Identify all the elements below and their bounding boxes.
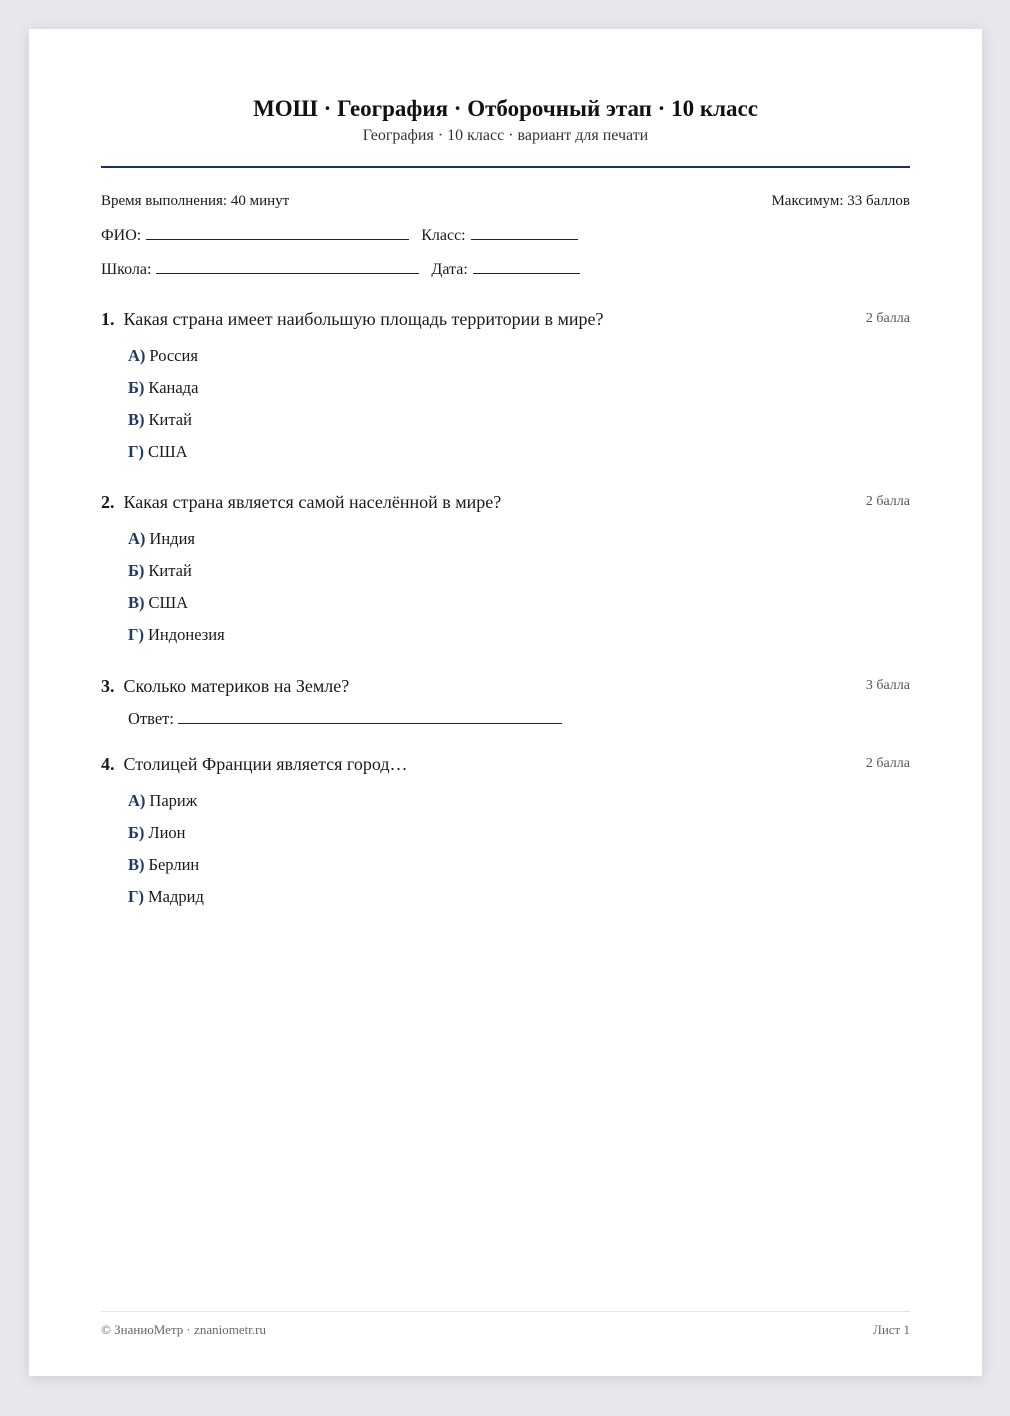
option-a[interactable] (128, 340, 910, 372)
option-text: Берлин (148, 855, 200, 874)
question-header (101, 676, 910, 697)
option-g[interactable] (128, 881, 910, 913)
option-a[interactable] (128, 523, 910, 555)
question-number: 4. (101, 754, 115, 774)
duration-text: Время выполнения: 40 минут (101, 193, 290, 209)
page-subtitle: География · 10 класс · вариант для печати (362, 127, 649, 144)
class-input-line[interactable] (471, 225, 578, 240)
school-input-line[interactable] (156, 259, 419, 274)
option-letter: Г) (128, 442, 144, 461)
option-letter: В) (128, 410, 145, 429)
option-letter: А) (128, 529, 146, 548)
option-text: США (148, 593, 189, 612)
question-prompt (101, 676, 349, 697)
question-points: 2 балла (865, 756, 910, 771)
meta-row (101, 193, 910, 210)
option-letter: Б) (128, 561, 145, 580)
question-3 (101, 676, 910, 729)
question-number: 3. (101, 676, 115, 696)
option-letter: В) (128, 855, 145, 874)
option-b[interactable] (128, 817, 910, 849)
option-text: США (148, 442, 188, 461)
option-letter: В) (128, 593, 145, 612)
option-text: Париж (149, 791, 198, 810)
option-v[interactable] (128, 587, 910, 619)
option-text: Мадрид (148, 887, 204, 906)
option-v[interactable] (128, 404, 910, 436)
option-text: Канада (148, 378, 199, 397)
question-points: 2 балла (865, 311, 910, 326)
question-points: 3 балла (865, 678, 910, 693)
question-1 (101, 309, 910, 468)
question-header (101, 754, 910, 775)
option-text: Китай (148, 410, 192, 429)
option-letter: Б) (128, 823, 145, 842)
fio-label: ФИО: (101, 227, 142, 244)
question-text: Какая страна является самой населённой в мире? (123, 492, 502, 512)
question-text: Столицей Франции является город… (123, 754, 408, 774)
class-label: Класс: (421, 227, 466, 244)
option-text: Россия (149, 346, 198, 365)
question-text: Какая страна имеет наибольшую площадь территории в мире? (123, 309, 604, 329)
question-2 (101, 492, 910, 651)
option-letter: А) (128, 791, 146, 810)
footer-divider (101, 1311, 910, 1312)
option-letter: Г) (128, 887, 144, 906)
option-g[interactable] (128, 619, 910, 651)
option-text: Лион (148, 823, 186, 842)
question-4 (101, 754, 910, 913)
page-title: МОШ · География · Отборочный этап · 10 класс (253, 96, 758, 121)
options-list (128, 785, 910, 913)
question-prompt (101, 492, 501, 513)
fio-input-line[interactable] (146, 225, 409, 240)
answer-label: Ответ: (128, 709, 174, 728)
page-header (101, 95, 910, 146)
question-header (101, 492, 910, 513)
question-points: 2 балла (865, 494, 910, 509)
school-label: Школа: (101, 261, 152, 278)
question-prompt (101, 309, 603, 330)
question-prompt (101, 754, 408, 775)
worksheet-page (29, 29, 982, 1376)
max-score-text: Максимум: 33 баллов (771, 193, 910, 209)
student-fields-row-2 (101, 259, 910, 279)
option-a[interactable] (128, 785, 910, 817)
date-input-line[interactable] (473, 259, 580, 274)
copyright-text: © ЗнаниоМетр · znaniometr.ru (101, 1322, 266, 1337)
option-text: Индонезия (148, 625, 225, 644)
question-text: Сколько материков на Земле? (123, 676, 350, 696)
option-v[interactable] (128, 849, 910, 881)
option-letter: Г) (128, 625, 144, 644)
option-text: Китай (148, 561, 192, 580)
sheet-number: Лист 1 (873, 1322, 910, 1337)
student-fields-row-1 (101, 225, 910, 245)
question-number: 1. (101, 309, 115, 329)
options-list (128, 340, 910, 468)
page-footer (101, 1322, 910, 1338)
answer-field (128, 709, 910, 729)
option-b[interactable] (128, 372, 910, 404)
question-number: 2. (101, 492, 115, 512)
option-letter: А) (128, 346, 146, 365)
header-divider (101, 166, 910, 168)
date-label: Дата: (431, 261, 468, 278)
question-header (101, 309, 910, 330)
options-list (128, 523, 910, 651)
option-letter: Б) (128, 378, 145, 397)
option-text: Индия (149, 529, 195, 548)
answer-input-line[interactable] (178, 709, 562, 724)
option-g[interactable] (128, 436, 910, 468)
option-b[interactable] (128, 555, 910, 587)
